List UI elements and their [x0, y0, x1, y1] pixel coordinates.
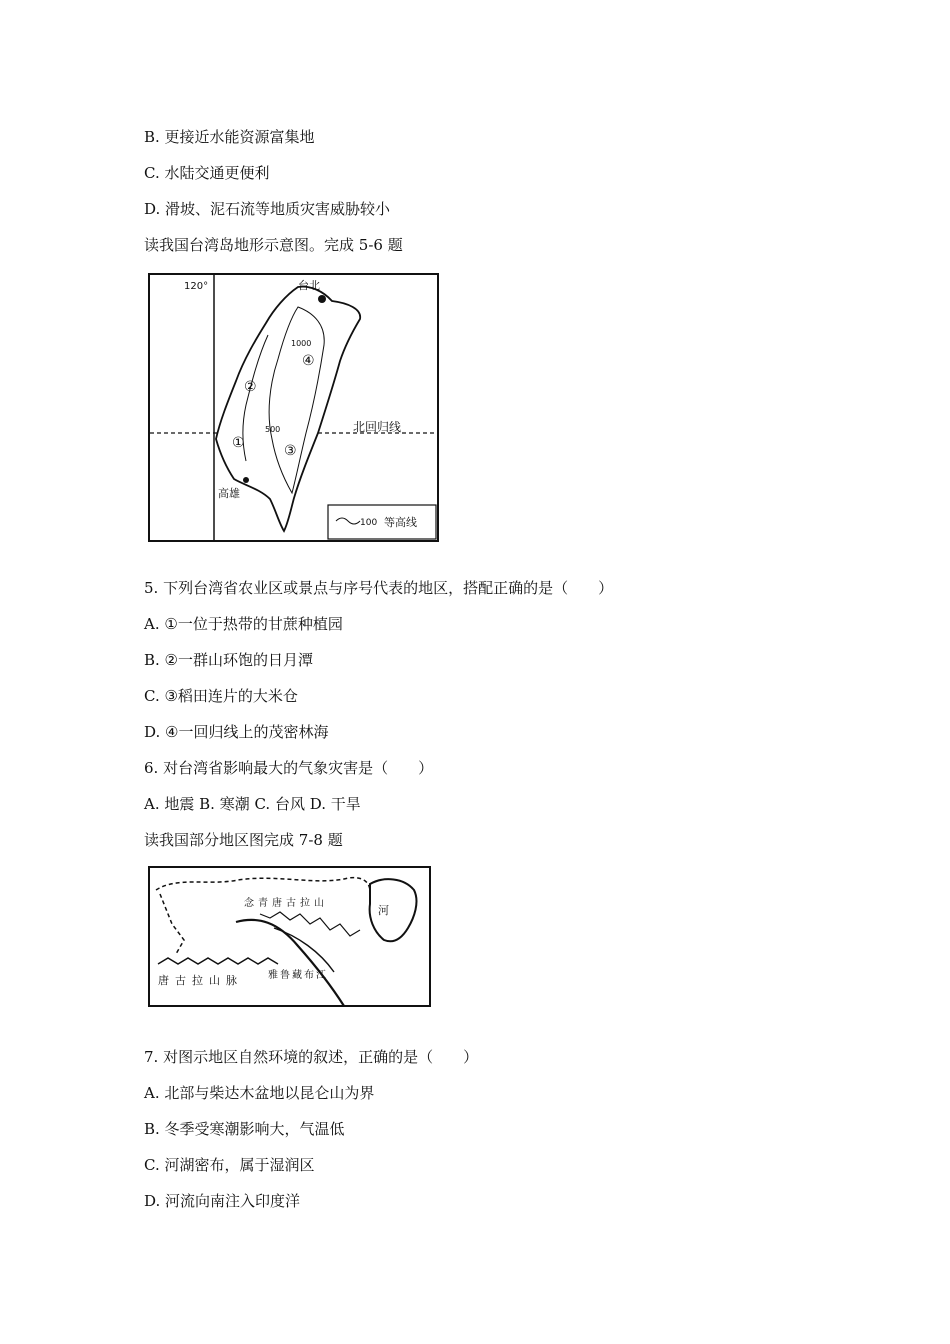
taipei-marker — [318, 295, 326, 303]
q7-option-a: A. 北部与柴达木盆地以昆仑山为界 — [144, 1084, 375, 1102]
q7-option-d: D. 河流向南注入印度洋 — [144, 1192, 301, 1210]
river-label: 河 — [378, 904, 389, 917]
intro-questions-5-6: 读我国台湾岛地形示意图。完成 5-6 题 — [144, 236, 403, 254]
region-3-label: ③ — [284, 443, 297, 459]
region-4-label: ④ — [302, 353, 315, 369]
intro-questions-7-8: 读我国部分地区图完成 7-8 题 — [144, 831, 343, 849]
tropic-label: 北回归线 — [353, 420, 402, 434]
longitude-label: 120° — [184, 281, 209, 292]
q5-option-c: C. ③稻田连片的大米仓 — [144, 687, 298, 705]
q4-option-b: B. 更接近水能资源富集地 — [144, 128, 315, 146]
q7-option-c: C. 河湖密布，属于湿润区 — [144, 1156, 315, 1174]
legend-label: 等高线 — [384, 516, 417, 529]
q4-option-c: C. 水陆交通更便利 — [144, 164, 270, 182]
q5-option-b: B. ②一群山环饱的日月潭 — [144, 651, 314, 669]
q5-option-a: A. ①一位于热带的甘蔗种植园 — [144, 615, 343, 633]
nianqing-label: 念青唐古拉山 — [244, 898, 328, 909]
taiwan-topographic-map — [148, 273, 440, 543]
question-5: 5. 下列台湾省农业区或景点与序号代表的地区，搭配正确的是（ ） — [144, 579, 614, 597]
q6-options: A. 地震 B. 寒潮 C. 台风 D. 干旱 — [144, 795, 361, 813]
kaohsiung-marker — [243, 477, 249, 483]
q5-option-d: D. ④一回归线上的茂密林海 — [144, 723, 329, 741]
map-legend — [328, 505, 436, 539]
q4-option-d: D. 滑坡、泥石流等地质灾害威胁较小 — [144, 200, 391, 218]
taipei-label: 台北 — [298, 279, 320, 292]
contour-label-500: 500 — [265, 425, 281, 434]
q7-option-b: B. 冬季受寒潮影响大，气温低 — [144, 1120, 345, 1138]
region-2-label: ② — [244, 379, 257, 395]
legend-value: 100 — [360, 518, 378, 528]
question-7: 7. 对图示地区自然环境的叙述，正确的是（ ） — [144, 1048, 479, 1066]
kaohsiung-label: 高雄 — [218, 487, 240, 500]
tanggula-label: 唐古拉山脉 — [158, 974, 243, 987]
yarlung-label: 雅鲁藏布江 — [268, 970, 328, 981]
tibet-region-map — [148, 866, 432, 1008]
question-6: 6. 对台湾省影响最大的气象灾害是（ ） — [144, 759, 434, 777]
region-1-label: ① — [232, 435, 245, 451]
contour-label-1000: 1000 — [291, 339, 312, 348]
